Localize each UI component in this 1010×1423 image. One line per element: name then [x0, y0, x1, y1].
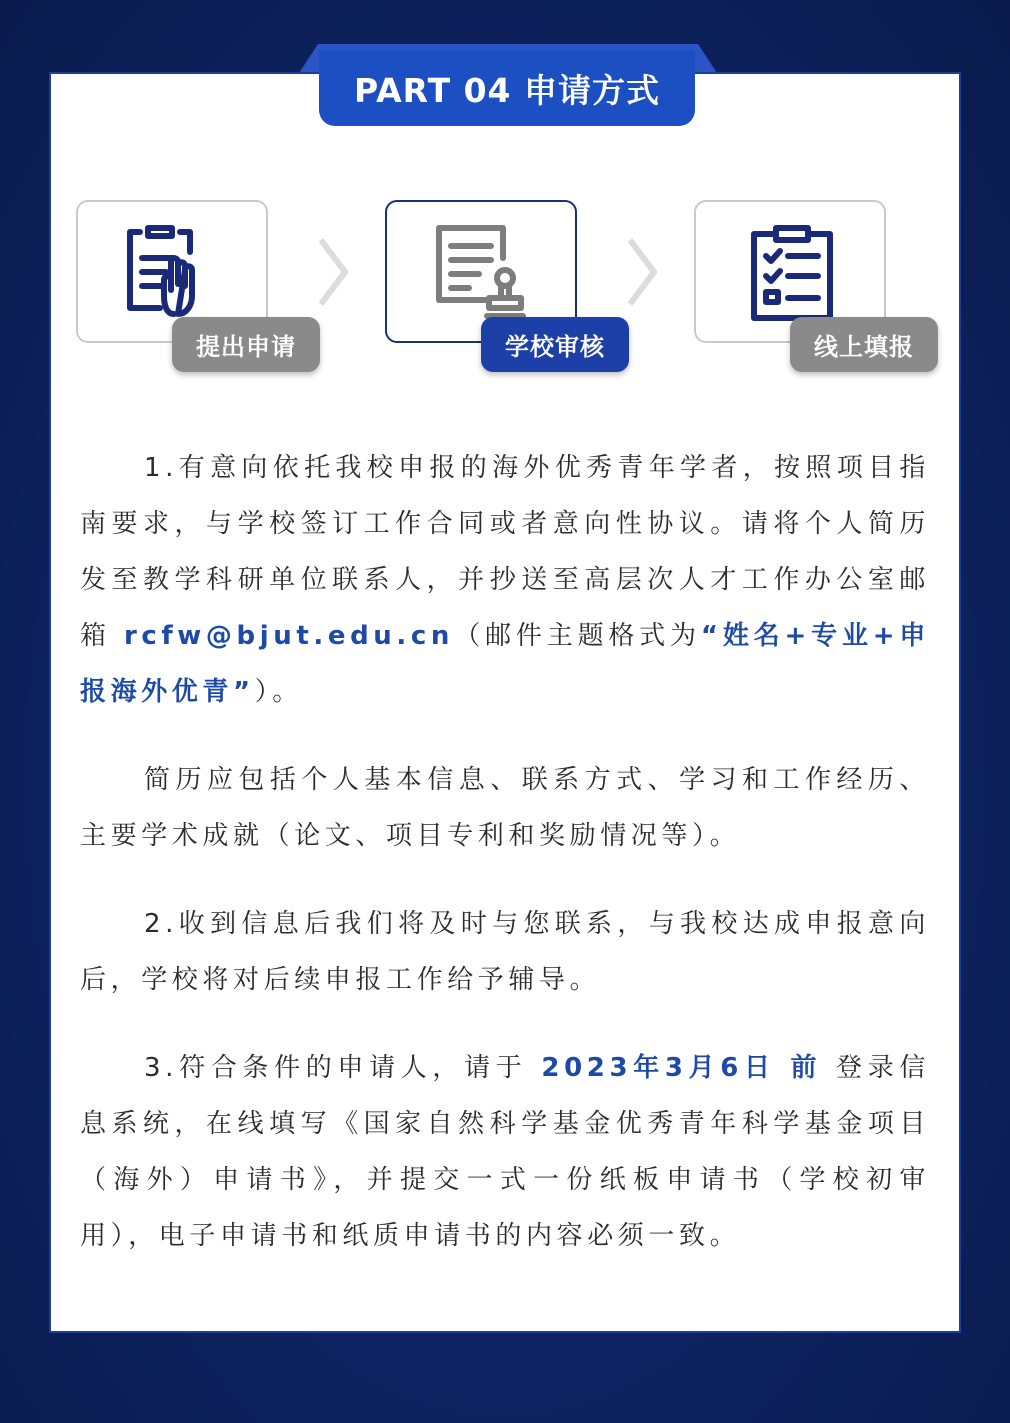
paragraph-1-text-3: ）。 [254, 677, 303, 707]
contact-email: rcfw@bjut.edu.cn [123, 621, 454, 651]
step-label-review: 学校审核 [481, 317, 629, 372]
document-stamp-icon [427, 218, 539, 330]
chevron-right-icon [624, 236, 660, 308]
section-title: PART 04 申请方式 [319, 50, 695, 126]
paragraph-1-text-2: （邮件主题格式为 [454, 621, 701, 651]
paragraph-1 [80, 440, 930, 720]
paragraph-4 [80, 1040, 930, 1264]
paragraph-2: 简历应包括个人基本信息、联系方式、学习和工作经历、主要学术成就（论文、项目专利和奖励情况等）。 [80, 765, 930, 851]
step-label-submit: 提出申请 [172, 317, 320, 372]
paragraph-1-text: 1.有意向依托我校申报的海外优秀青年学者，按照项目指南要求，与学校签订工作合同或者意向性协议。请将个人简历发至教学科研单位联系人，并抄送至高层次人才工作办公室邮箱 [80, 453, 930, 651]
paragraph-3: 2.收到信息后我们将及时与您联系，与我校达成申报意向后，学校将对后续申报工作给予辅导。 [80, 909, 930, 995]
step-label-online: 线上填报 [790, 317, 938, 372]
paragraph-4-text-2: 登录信息系统，在线填写《国家自然科学基金优秀青年科学基金项目（海外）申请书》，并提交一式一份纸板申请书（学校初审用），电子申请书和纸质申请书的内容必须一致。 [80, 1053, 930, 1251]
chevron-right-icon [315, 236, 351, 308]
paragraph-4-text: 3.符合条件的申请人，请于 [144, 1053, 542, 1083]
deadline: 2023年3月6日 前 [541, 1053, 823, 1083]
form-hand-icon [118, 218, 230, 330]
clipboard-checklist-icon [736, 218, 848, 330]
email-subject-format: “姓名+专业+申报海外优青” [80, 621, 930, 707]
